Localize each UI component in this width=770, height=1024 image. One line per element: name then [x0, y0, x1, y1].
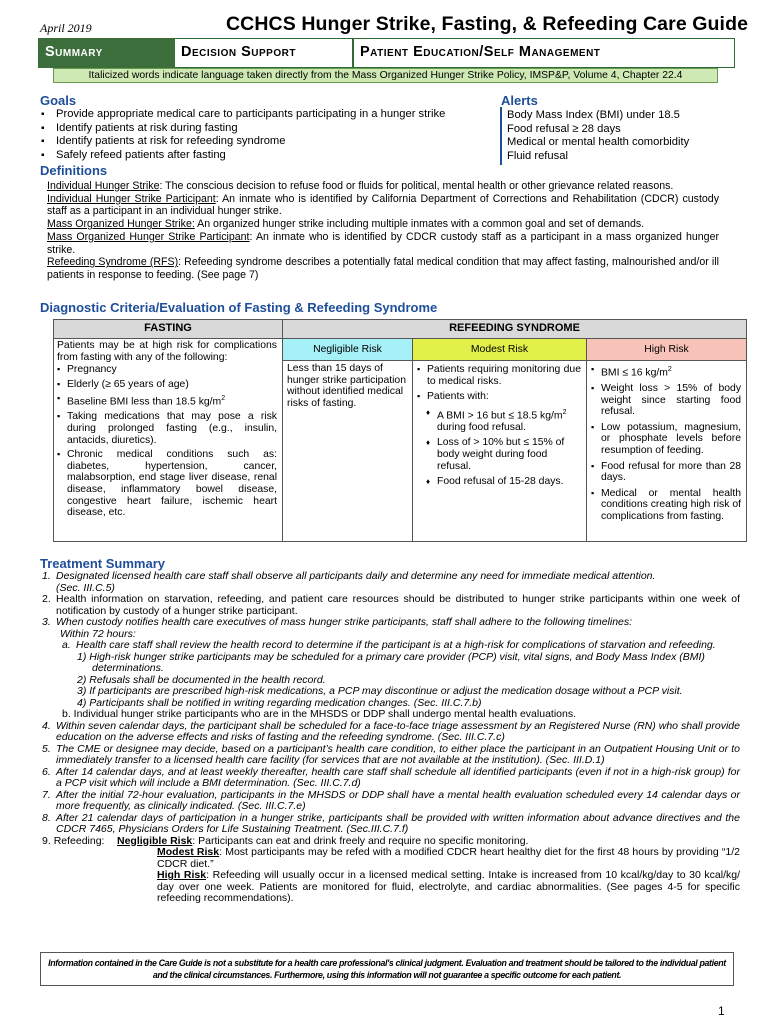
item-number: 9. [42, 834, 51, 847]
disclaimer-line: and the clinical circumstances. Furthermore, using this information will not guarantee a specific outcome for each patient. [152, 969, 622, 980]
negligible-risk-header: Negligible Risk [283, 339, 413, 361]
section-tabs [38, 38, 735, 68]
treatment-item [40, 813, 740, 836]
item-text: 3) If participants are prescribed high-risk medications, a PCP may discontinue or adjust the medication dosage without a PCP visit. [77, 685, 683, 697]
refeeding-column-header: REFEEDING SYNDROME [283, 320, 747, 339]
fasting-criterion: ▪ Pregnancy [57, 364, 277, 376]
refeeding-item [40, 836, 740, 905]
item-text: After 21 calendar days of participation in a hunger strike, participants shall be provided with written information about advance directives and the CDCR 7465, Physicians Orders for Life Sustaining Treatment. (Sec.III.C.7.f) [56, 811, 740, 835]
refeeding-label [42, 836, 104, 848]
definition-term: Individual Hunger Strike Participant [47, 192, 216, 205]
item-number: 1. [42, 570, 51, 582]
item-text: b. Individual hunger strike participants who are in the MHSDS or DDP shall undergo mental health evaluations. [62, 708, 577, 720]
superscript: 2 [667, 366, 672, 373]
item-text: Health information on starvation, refeeding, and patient care resources should be distributed to hunger strike participants within one week of notification by custody of a hunger strike participant. [56, 593, 740, 617]
superscript: 2 [221, 395, 226, 403]
refeeding-text: : Refeeding will usually occur in a licensed medical setting. Intake is increased from 10 kcal/kg/day to 30 kcal/kg/ day over one week. Patients are monitored for fluid, electrolyte, and cardiac abnormalities. (See pages 4-5 for specific refeeding recommendations). [157, 869, 740, 904]
modest-risk-subitem: ♦ Food refusal of 15-28 days. [417, 476, 581, 488]
item-number: 5. [42, 742, 51, 755]
treatment-item [40, 744, 740, 767]
definitions-block [47, 180, 719, 282]
definition-text: An organized hunger strike including multiple inmates with a common goal and set of demands. [194, 218, 645, 231]
alert-item: Body Mass Index (BMI) under 18.5 [507, 109, 680, 121]
refeeding-modest [56, 847, 740, 870]
modest-risk-list [417, 364, 581, 488]
item-text: 4) Participants shall be notified in writing regarding medication changes. (Sec. III.C.7.b) [77, 696, 482, 709]
diagnostic-heading: Diagnostic Criteria/Evaluation of Fasting & Refeeding Syndrome [40, 300, 438, 315]
definition-term: Refeeding Syndrome (RFS) [47, 256, 179, 269]
item-number: 8. [42, 811, 51, 824]
fasting-criteria-cell [54, 339, 283, 542]
item-text: The CME or designee may decide, based on a participant’s health care condition, to either place the participant in an Outpatient Housing Unit or to immediately transfer to a licensed health care facility (for services that are not available at the institution). (Sec. III.D.1) [56, 742, 740, 766]
item-text: 1) High-risk hunger strike participants may be scheduled for a primary care provider (PCP) visit, vital signs, and Body Mass Index (BMI) [77, 650, 705, 663]
fasting-criterion [57, 393, 277, 408]
goal-item: ▪ Provide appropriate medical care to participants participating in a hunger strike [40, 108, 445, 122]
fasting-criterion: ▪ Taking medications that may pose a risk during prolonged fasting (e.g., insulin, antacids, diuretics). [57, 411, 277, 446]
tab-patient-education[interactable]: Patient Education/Self Management [353, 38, 735, 68]
treatment-subitem [40, 640, 740, 652]
definition-text: : An inmate who is identified by CDCR custody staff as a participant in a mass organized hunger strike. [47, 230, 719, 256]
definition-text: : The conscious decision to refuse food or fluids for political, mental health or other grievance related reasons. [159, 180, 674, 192]
refeeding-term: Negligible Risk [117, 834, 193, 847]
negligible-risk-cell [283, 361, 413, 542]
definitions-heading: Definitions [40, 163, 108, 178]
definition-text: : An inmate who is identified by California Department of Corrections and Rehabilitation (CDCR) custody staff as a participant in an individual hunger strike. [47, 192, 719, 218]
item-text: Health care staff shall review the health record to determine if the participant is at a high-risk for complications of starvation and refeeding. [76, 639, 716, 651]
modest-risk-subitem: ♦ Loss of > 10% but ≤ 15% of body weight during food refusal. [417, 437, 581, 472]
modest-risk-subitem: ♦ A BMI > 16 but ≤ 18.5 $kg/m^2$ during food refusal. [417, 407, 581, 434]
item-text: After 14 calendar days, and at least weekly thereafter, health care staff shall schedule all identified participants (even if not in a high-risk group) for a PCP visit which will include a BMI determination. (Sec. III.C.7.d) [56, 765, 740, 789]
definition [47, 231, 719, 256]
alerts-divider [500, 107, 502, 165]
item-text: (Sec. III.C.5) [56, 581, 115, 594]
definition-term: Mass Organized Hunger Strike: [47, 218, 195, 231]
definition-term: Mass Organized Hunger Strike Participant [47, 230, 250, 243]
modest-risk-subitem-text: A BMI > 16 but ≤ 18.5 kg/m [437, 410, 563, 422]
goals-list [40, 108, 445, 162]
document-date: April 2019 [40, 21, 92, 35]
item-text: determinations. [92, 662, 164, 674]
item-text: Designated licensed health care staff shall observe all participants daily and determine any need for immediate medical attention. [56, 570, 656, 582]
definition-text: : Refeeding syndrome describes a potentially fatal medical condition that may affect fasting, malnourished and/or ill patients in response to feeding. (See page 7) [47, 256, 719, 281]
fasting-criterion-text: Baseline BMI less than 18.5 kg/m [67, 396, 222, 408]
italic-note-band: Italicized words indicate language taken directly from the Mass Organized Hunger Strike Policy, IMSP&P, Volume 4, Chapter 22.4 [53, 68, 718, 83]
refeeding-term: Modest Risk [157, 846, 220, 858]
high-risk-item: ▪ Medical or mental health conditions creating high risk of complications from fasting. [591, 488, 741, 523]
definition [47, 180, 719, 193]
definition [47, 193, 719, 218]
alert-item: Medical or mental health comorbidity [507, 136, 690, 149]
goal-item: ▪ Identify patients at risk for refeeding syndrome [40, 135, 445, 149]
tab-decision-support[interactable]: Decision Support [175, 38, 353, 68]
fasting-criterion [57, 379, 277, 391]
negligible-risk-text: Less than 15 days of hunger strike participation without identified medical risks of fasting. [287, 363, 406, 409]
fasting-criteria-list [57, 364, 277, 519]
goal-item: ▪ Safely refeed patients after fasting [40, 149, 445, 163]
high-risk-header: High Risk [587, 339, 747, 361]
fasting-criterion-text: Elderly (≥ 65 years of age) [67, 378, 189, 390]
treatment-list [40, 571, 740, 905]
definition-term: Individual Hunger Strike [47, 180, 160, 192]
item-text: When custody notifies health care executives of mass hunger strike participants, staff shall adhere to the following timelines: [56, 616, 633, 628]
refeeding-text: : Most participants may be refed with a modified CDCR heart healthy diet for the first 48 hours by providing “1/2 CDCR diet.” [157, 846, 740, 870]
treatment-item [40, 594, 740, 617]
high-risk-item-text: BMI ≤ 16 kg/m [601, 367, 668, 379]
item-text: Within 72 hours: [60, 627, 136, 640]
treatment-item [40, 617, 740, 629]
alert-item: Food refusal ≥ 28 days [507, 122, 621, 135]
item-number: 4. [42, 719, 51, 732]
high-risk-item: ▪ Low potassium, magnesium, or phosphate levels before resumption of feeding. [591, 422, 741, 457]
definition [47, 218, 719, 231]
alerts-list [507, 109, 689, 163]
document-title: CCHCS Hunger Strike, Fasting, & Refeeding Care Guide [226, 13, 749, 35]
refeeding-text: : Participants can eat and drink freely and require no specific monitoring. [192, 834, 529, 847]
modest-risk-cell [413, 361, 587, 542]
definition [47, 256, 719, 281]
disclaimer-box [40, 952, 734, 986]
high-risk-item: ▪ Food refusal for more than 28 days. [591, 461, 741, 484]
item-number: 6. [42, 765, 51, 778]
modest-risk-item: ▪ Patients with: [417, 391, 581, 403]
high-risk-item [591, 364, 741, 379]
treatment-heading: Treatment Summary [40, 556, 165, 571]
refeeding-label-text: Refeeding: [53, 834, 105, 847]
high-risk-list [591, 364, 741, 523]
item-number: 3. [42, 616, 51, 628]
modest-risk-header: Modest Risk [413, 339, 587, 361]
treatment-item [40, 571, 740, 583]
modest-risk-item: ▪ Patients requiring monitoring due to medical risks. [417, 364, 581, 387]
superscript: 2 [562, 408, 567, 416]
refeeding-term: High Risk [157, 869, 207, 881]
fasting-criterion: ▪ Chronic medical conditions such as: diabetes, hypertension, cancer, malabsorption, end stage liver disease, renal disease, inflammatory bowel disease, congestive heart failure, ischemic heart disease, etc. [57, 449, 277, 519]
alert-item: Fluid refusal [507, 149, 568, 162]
goal-item: ▪ Identify patients at risk during fasting [40, 122, 445, 136]
fasting-column-header: FASTING [54, 320, 283, 339]
tab-summary[interactable]: Summary [38, 38, 175, 68]
diagnostic-table [53, 319, 747, 542]
fasting-intro: Patients may be at high risk for complications from fasting with any of the following: [57, 340, 277, 363]
high-risk-item: ▪ Weight loss > 15% of body weight since starting food refusal. [591, 383, 741, 418]
high-risk-cell [587, 361, 747, 542]
disclaimer-line: Information contained in the Care Guide is not a substitute for a health care professional's clinical judgment. Evaluation and treatment should be tailored to the individual patient [48, 958, 726, 968]
page-number: 1 [718, 1004, 725, 1018]
treatment-item [40, 721, 740, 744]
item-number: a. [62, 639, 71, 651]
refeeding-high [56, 870, 740, 905]
alerts-heading: Alerts [501, 93, 538, 108]
treatment-item [40, 790, 740, 813]
goals-heading: Goals [40, 93, 77, 108]
item-text: 2) Refusals shall be documented in the health record. [77, 673, 326, 686]
treatment-item [40, 767, 740, 790]
item-text: Within seven calendar days, the participant shall be scheduled for a face-to-face triage assessment by an Registered Nurse (RN) who shall provide education on the adverse effects and risks of fasting and the refeeding syndrome. (Sec. III.C.7.c) [56, 719, 740, 743]
item-text: After the initial 72-hour evaluation, participants in the MHSDS or DDP shall have a mental health evaluation scheduled every 14 calendar days or more frequently, as clinically indicated. (Sec. III.C.7.e) [56, 788, 740, 812]
item-number: 2. [42, 593, 51, 605]
item-number: 7. [42, 788, 51, 801]
